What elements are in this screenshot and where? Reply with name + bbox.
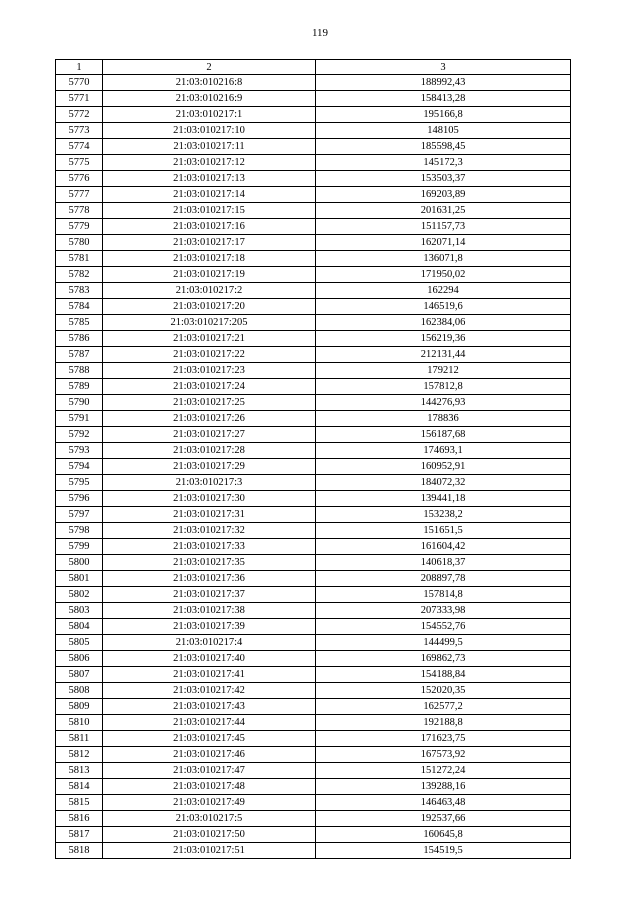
table-row [56,635,571,651]
table-row [56,747,571,763]
value-cell: 169203,89 [316,187,571,203]
table-row [56,699,571,715]
value-cell: 154552,76 [316,619,571,635]
table-body [56,75,571,859]
value-cell: 160952,91 [316,459,571,475]
row-number-cell: 5775 [56,155,103,171]
column-header-2: 2 [103,60,316,75]
value-cell: 201631,25 [316,203,571,219]
row-number-cell: 5817 [56,827,103,843]
cadastral-number-cell: 21:03:010217:21 [103,331,316,347]
table-row [56,139,571,155]
table-row [56,427,571,443]
row-number-cell: 5777 [56,187,103,203]
value-cell: 157812,8 [316,379,571,395]
row-number-cell: 5774 [56,139,103,155]
table-row [56,651,571,667]
row-number-cell: 5801 [56,571,103,587]
cadastral-number-cell: 21:03:010216:9 [103,91,316,107]
value-cell: 158413,28 [316,91,571,107]
cadastral-number-cell: 21:03:010217:1 [103,107,316,123]
value-cell: 153503,37 [316,171,571,187]
row-number-cell: 5802 [56,587,103,603]
value-cell: 162071,14 [316,235,571,251]
table-row [56,251,571,267]
table-row [56,91,571,107]
table-row [56,667,571,683]
cadastral-number-cell: 21:03:010217:18 [103,251,316,267]
cadastral-number-cell: 21:03:010216:8 [103,75,316,91]
row-number-cell: 5810 [56,715,103,731]
table-row [56,347,571,363]
table-row [56,843,571,859]
value-cell: 151157,73 [316,219,571,235]
row-number-cell: 5803 [56,603,103,619]
cadastral-number-cell: 21:03:010217:36 [103,571,316,587]
cadastral-number-cell: 21:03:010217:42 [103,683,316,699]
table-row [56,811,571,827]
table-row [56,715,571,731]
cadastral-number-cell: 21:03:010217:41 [103,667,316,683]
row-number-cell: 5784 [56,299,103,315]
value-cell: 144276,93 [316,395,571,411]
cadastral-number-cell: 21:03:010217:43 [103,699,316,715]
row-number-cell: 5818 [56,843,103,859]
row-number-cell: 5807 [56,667,103,683]
value-cell: 212131,44 [316,347,571,363]
row-number-cell: 5808 [56,683,103,699]
row-number-cell: 5793 [56,443,103,459]
cadastral-number-cell: 21:03:010217:37 [103,587,316,603]
value-cell: 157814,8 [316,587,571,603]
table-row [56,203,571,219]
value-cell: 174693,1 [316,443,571,459]
row-number-cell: 5782 [56,267,103,283]
cadastral-number-cell: 21:03:010217:38 [103,603,316,619]
table-row [56,539,571,555]
cadastral-number-cell: 21:03:010217:39 [103,619,316,635]
table-row [56,235,571,251]
row-number-cell: 5776 [56,171,103,187]
cadastral-number-cell: 21:03:010217:45 [103,731,316,747]
value-cell: 169862,73 [316,651,571,667]
cadastral-number-cell: 21:03:010217:50 [103,827,316,843]
row-number-cell: 5799 [56,539,103,555]
data-table [55,59,571,859]
value-cell: 146463,48 [316,795,571,811]
table-row [56,219,571,235]
table-row [56,795,571,811]
table-row [56,683,571,699]
table-row [56,603,571,619]
value-cell: 167573,92 [316,747,571,763]
table-row [56,459,571,475]
table-row [56,443,571,459]
row-number-cell: 5781 [56,251,103,267]
row-number-cell: 5811 [56,731,103,747]
row-number-cell: 5772 [56,107,103,123]
row-number-cell: 5790 [56,395,103,411]
cadastral-number-cell: 21:03:010217:16 [103,219,316,235]
row-number-cell: 5786 [56,331,103,347]
row-number-cell: 5798 [56,523,103,539]
value-cell: 139288,16 [316,779,571,795]
page-number: 119 [311,27,329,39]
cadastral-number-cell: 21:03:010217:3 [103,475,316,491]
row-number-cell: 5792 [56,427,103,443]
value-cell: 146519,6 [316,299,571,315]
row-number-cell: 5795 [56,475,103,491]
row-number-cell: 5816 [56,811,103,827]
cadastral-number-cell: 21:03:010217:31 [103,507,316,523]
table-row [56,283,571,299]
table-row [56,155,571,171]
cadastral-number-cell: 21:03:010217:27 [103,427,316,443]
cadastral-number-cell: 21:03:010217:35 [103,555,316,571]
table-row [56,395,571,411]
cadastral-number-cell: 21:03:010217:205 [103,315,316,331]
cadastral-number-cell: 21:03:010217:49 [103,795,316,811]
value-cell: 162577,2 [316,699,571,715]
value-cell: 153238,2 [316,507,571,523]
row-number-cell: 5770 [56,75,103,91]
value-cell: 188992,43 [316,75,571,91]
value-cell: 140618,37 [316,555,571,571]
value-cell: 162294 [316,283,571,299]
value-cell: 139441,18 [316,491,571,507]
value-cell: 208897,78 [316,571,571,587]
table-header [56,60,571,75]
cadastral-number-cell: 21:03:010217:17 [103,235,316,251]
cadastral-number-cell: 21:03:010217:2 [103,283,316,299]
row-number-cell: 5788 [56,363,103,379]
row-number-cell: 5773 [56,123,103,139]
value-cell: 207333,98 [316,603,571,619]
value-cell: 192537,66 [316,811,571,827]
table-row [56,587,571,603]
value-cell: 156187,68 [316,427,571,443]
cadastral-number-cell: 21:03:010217:14 [103,187,316,203]
table-row [56,75,571,91]
table-row [56,187,571,203]
table-row [56,331,571,347]
cadastral-number-cell: 21:03:010217:46 [103,747,316,763]
value-cell: 171623,75 [316,731,571,747]
row-number-cell: 5789 [56,379,103,395]
row-number-cell: 5771 [56,91,103,107]
table-row [56,363,571,379]
row-number-cell: 5809 [56,699,103,715]
cadastral-number-cell: 21:03:010217:25 [103,395,316,411]
row-number-cell: 5805 [56,635,103,651]
cadastral-number-cell: 21:03:010217:51 [103,843,316,859]
row-number-cell: 5800 [56,555,103,571]
table-row [56,507,571,523]
value-cell: 178836 [316,411,571,427]
value-cell: 185598,45 [316,139,571,155]
table-row [56,299,571,315]
row-number-cell: 5814 [56,779,103,795]
row-number-cell: 5813 [56,763,103,779]
row-number-cell: 5780 [56,235,103,251]
cadastral-number-cell: 21:03:010217:4 [103,635,316,651]
column-header-1: 1 [56,60,103,75]
row-number-cell: 5806 [56,651,103,667]
table-row [56,123,571,139]
value-cell: 145172,3 [316,155,571,171]
cadastral-number-cell: 21:03:010217:32 [103,523,316,539]
cadastral-number-cell: 21:03:010217:47 [103,763,316,779]
row-number-cell: 5812 [56,747,103,763]
table-row [56,731,571,747]
table-row [56,491,571,507]
table-row [56,763,571,779]
value-cell: 162384,06 [316,315,571,331]
cadastral-number-cell: 21:03:010217:12 [103,155,316,171]
value-cell: 154188,84 [316,667,571,683]
table-row [56,555,571,571]
row-number-cell: 5778 [56,203,103,219]
cadastral-number-cell: 21:03:010217:44 [103,715,316,731]
row-number-cell: 5787 [56,347,103,363]
table-row [56,379,571,395]
row-number-cell: 5779 [56,219,103,235]
table-row [56,171,571,187]
value-cell: 148105 [316,123,571,139]
cadastral-number-cell: 21:03:010217:5 [103,811,316,827]
cadastral-number-cell: 21:03:010217:24 [103,379,316,395]
cadastral-number-cell: 21:03:010217:33 [103,539,316,555]
table-row [56,571,571,587]
row-number-cell: 5804 [56,619,103,635]
value-cell: 144499,5 [316,635,571,651]
value-cell: 179212 [316,363,571,379]
cadastral-number-cell: 21:03:010217:11 [103,139,316,155]
column-header-3: 3 [316,60,571,75]
cadastral-number-cell: 21:03:010217:19 [103,267,316,283]
cadastral-number-cell: 21:03:010217:48 [103,779,316,795]
value-cell: 160645,8 [316,827,571,843]
row-number-cell: 5791 [56,411,103,427]
row-number-cell: 5794 [56,459,103,475]
cadastral-number-cell: 21:03:010217:29 [103,459,316,475]
table-row [56,315,571,331]
table-row [56,107,571,123]
cadastral-number-cell: 21:03:010217:23 [103,363,316,379]
cadastral-number-cell: 21:03:010217:20 [103,299,316,315]
row-number-cell: 5785 [56,315,103,331]
table-row [56,475,571,491]
row-number-cell: 5796 [56,491,103,507]
cadastral-number-cell: 21:03:010217:40 [103,651,316,667]
cadastral-number-cell: 21:03:010217:15 [103,203,316,219]
row-number-cell: 5815 [56,795,103,811]
row-number-cell: 5797 [56,507,103,523]
cadastral-number-cell: 21:03:010217:26 [103,411,316,427]
value-cell: 184072,32 [316,475,571,491]
cadastral-number-cell: 21:03:010217:28 [103,443,316,459]
value-cell: 152020,35 [316,683,571,699]
value-cell: 154519,5 [316,843,571,859]
table-header-row [56,60,571,75]
value-cell: 192188,8 [316,715,571,731]
cadastral-number-cell: 21:03:010217:30 [103,491,316,507]
table-row [56,523,571,539]
cadastral-number-cell: 21:03:010217:13 [103,171,316,187]
value-cell: 171950,02 [316,267,571,283]
value-cell: 136071,8 [316,251,571,267]
table-row [56,267,571,283]
table-row [56,827,571,843]
value-cell: 161604,42 [316,539,571,555]
row-number-cell: 5783 [56,283,103,299]
table-row [56,779,571,795]
cadastral-number-cell: 21:03:010217:10 [103,123,316,139]
table-row [56,619,571,635]
value-cell: 156219,36 [316,331,571,347]
value-cell: 195166,8 [316,107,571,123]
cadastral-number-cell: 21:03:010217:22 [103,347,316,363]
value-cell: 151651,5 [316,523,571,539]
value-cell: 151272,24 [316,763,571,779]
table-row [56,411,571,427]
